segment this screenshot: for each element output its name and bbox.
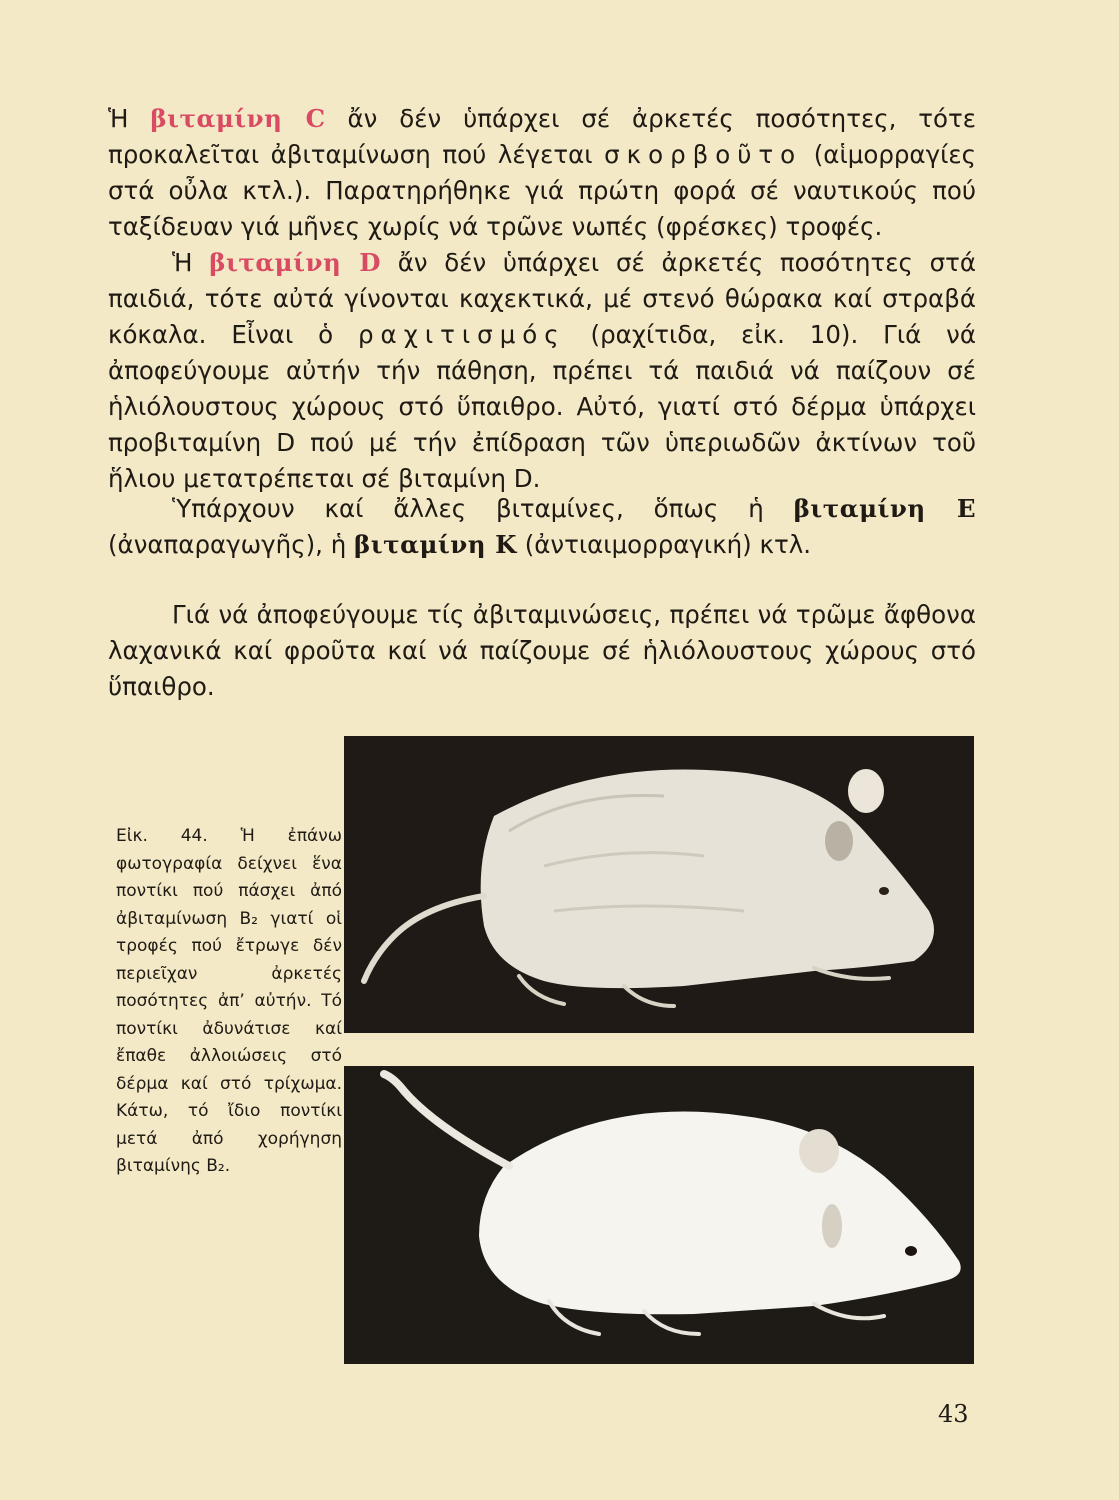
vitamin-k-term: βιταμίνη Κ <box>354 530 517 559</box>
page-number: 43 <box>938 1400 969 1428</box>
paragraph-vitamin-c <box>108 101 976 245</box>
paragraph-text-continued: (αἱμορραγίες στά οὖλα κτλ.). Παρατηρήθηκε γιά πρώτη φορά σέ ναυτικούς πού ταξίδευαν γιά μῆνες χωρίς νά τρῶνε νωπές (φρέσκες) τροφές. <box>108 140 976 241</box>
paragraph-vitamin-d <box>108 245 976 497</box>
vitamin-e-term: βιταμίνη Ε <box>793 494 976 523</box>
paragraph-lead: Ἡ <box>108 104 151 133</box>
paragraph-text: Ὑπάρχουν καί ἄλλες βιταμίνες, ὅπως ἡ <box>172 494 794 523</box>
paragraph-text: Γιά νά ἀποφεύγουμε τίς ἀβιταμινώσεις, πρέπει νά τρῶμε ἄφθονα λαχανικά καί φροῦτα καί νά παίζουμε σέ ἡλιόλουστους χώρους στό ὕπαιθρο. <box>108 600 976 701</box>
vitamin-d-term: βιταμίνη D <box>209 248 381 277</box>
paragraph-text: ἄν δέν ὑπάρχει σέ ἀρκετές ποσότητες στά παιδιά, τότε αὐτά γίνονται καχεκτικά, μέ στενό θώρακα καί στραβά κόκαλα. Εἶναι ὁ <box>108 248 976 349</box>
photo-sick-mouse <box>344 736 974 1033</box>
paragraph-text-continued: (ἀναπαραγωγῆς), ἡ <box>108 530 355 559</box>
scurvy-term: σκορβοῦτο <box>604 140 803 169</box>
paragraph-lead: Ἡ <box>172 248 210 277</box>
vitamin-c-term: βιταμίνη C <box>150 104 326 133</box>
paragraph-avoid-avitaminosis <box>108 597 976 705</box>
paragraph-text-end: (ἀντιαιμορραγική) κτλ. <box>516 530 811 559</box>
paragraph-text-continued: (ραχίτιδα, εἰκ. 10). Γιά νά ἀποφεύγουμε αὐτήν τήν πάθηση, πρέπει τά παιδιά νά παίζουν σέ ἡλιόλουστους χώρους στό ὕπαιθρο. Αὐτό, γιατί στό δέρμα ὑπάρχει προβιταμίνη D πού μέ τήν ἐπίδραση τῶν ὑπεριωδῶν ἀκτίνων τοῦ ἥλιου μετατρέπεται σέ βιταμίνη D. <box>108 320 976 493</box>
paragraph-text: ἄν δέν ὑπάρχει σέ ἀρκετές ποσότητες, τότε προκαλεῖται ἀβιταμίνωση πού λέγεται <box>108 104 976 169</box>
paragraph-other-vitamins <box>108 491 976 563</box>
figure-caption: Εἰκ. 44. Ἡ ἐπάνω φωτογραφία δείχνει ἕνα ποντίκι πού πάσχει ἀπό ἀβιταμίνωση Β₂ γιατί οἱ τροφές πού ἔτρωγε δέν περιεῖχαν ἀρκετές ποσότητες ἀπ’ αὐτήν. Τό ποντίκι ἀδυνάτισε καί ἔπαθε ἀλλοιώσεις στό δέρμα καί στό τρίχωμα. Κάτω, τό ἴδιο ποντίκι μετά ἀπό χορήγηση βιταμίνης Β₂. <box>116 826 342 1176</box>
rickets-term: ραχιτισμός <box>358 320 566 349</box>
photo-healthy-mouse <box>344 1066 974 1364</box>
